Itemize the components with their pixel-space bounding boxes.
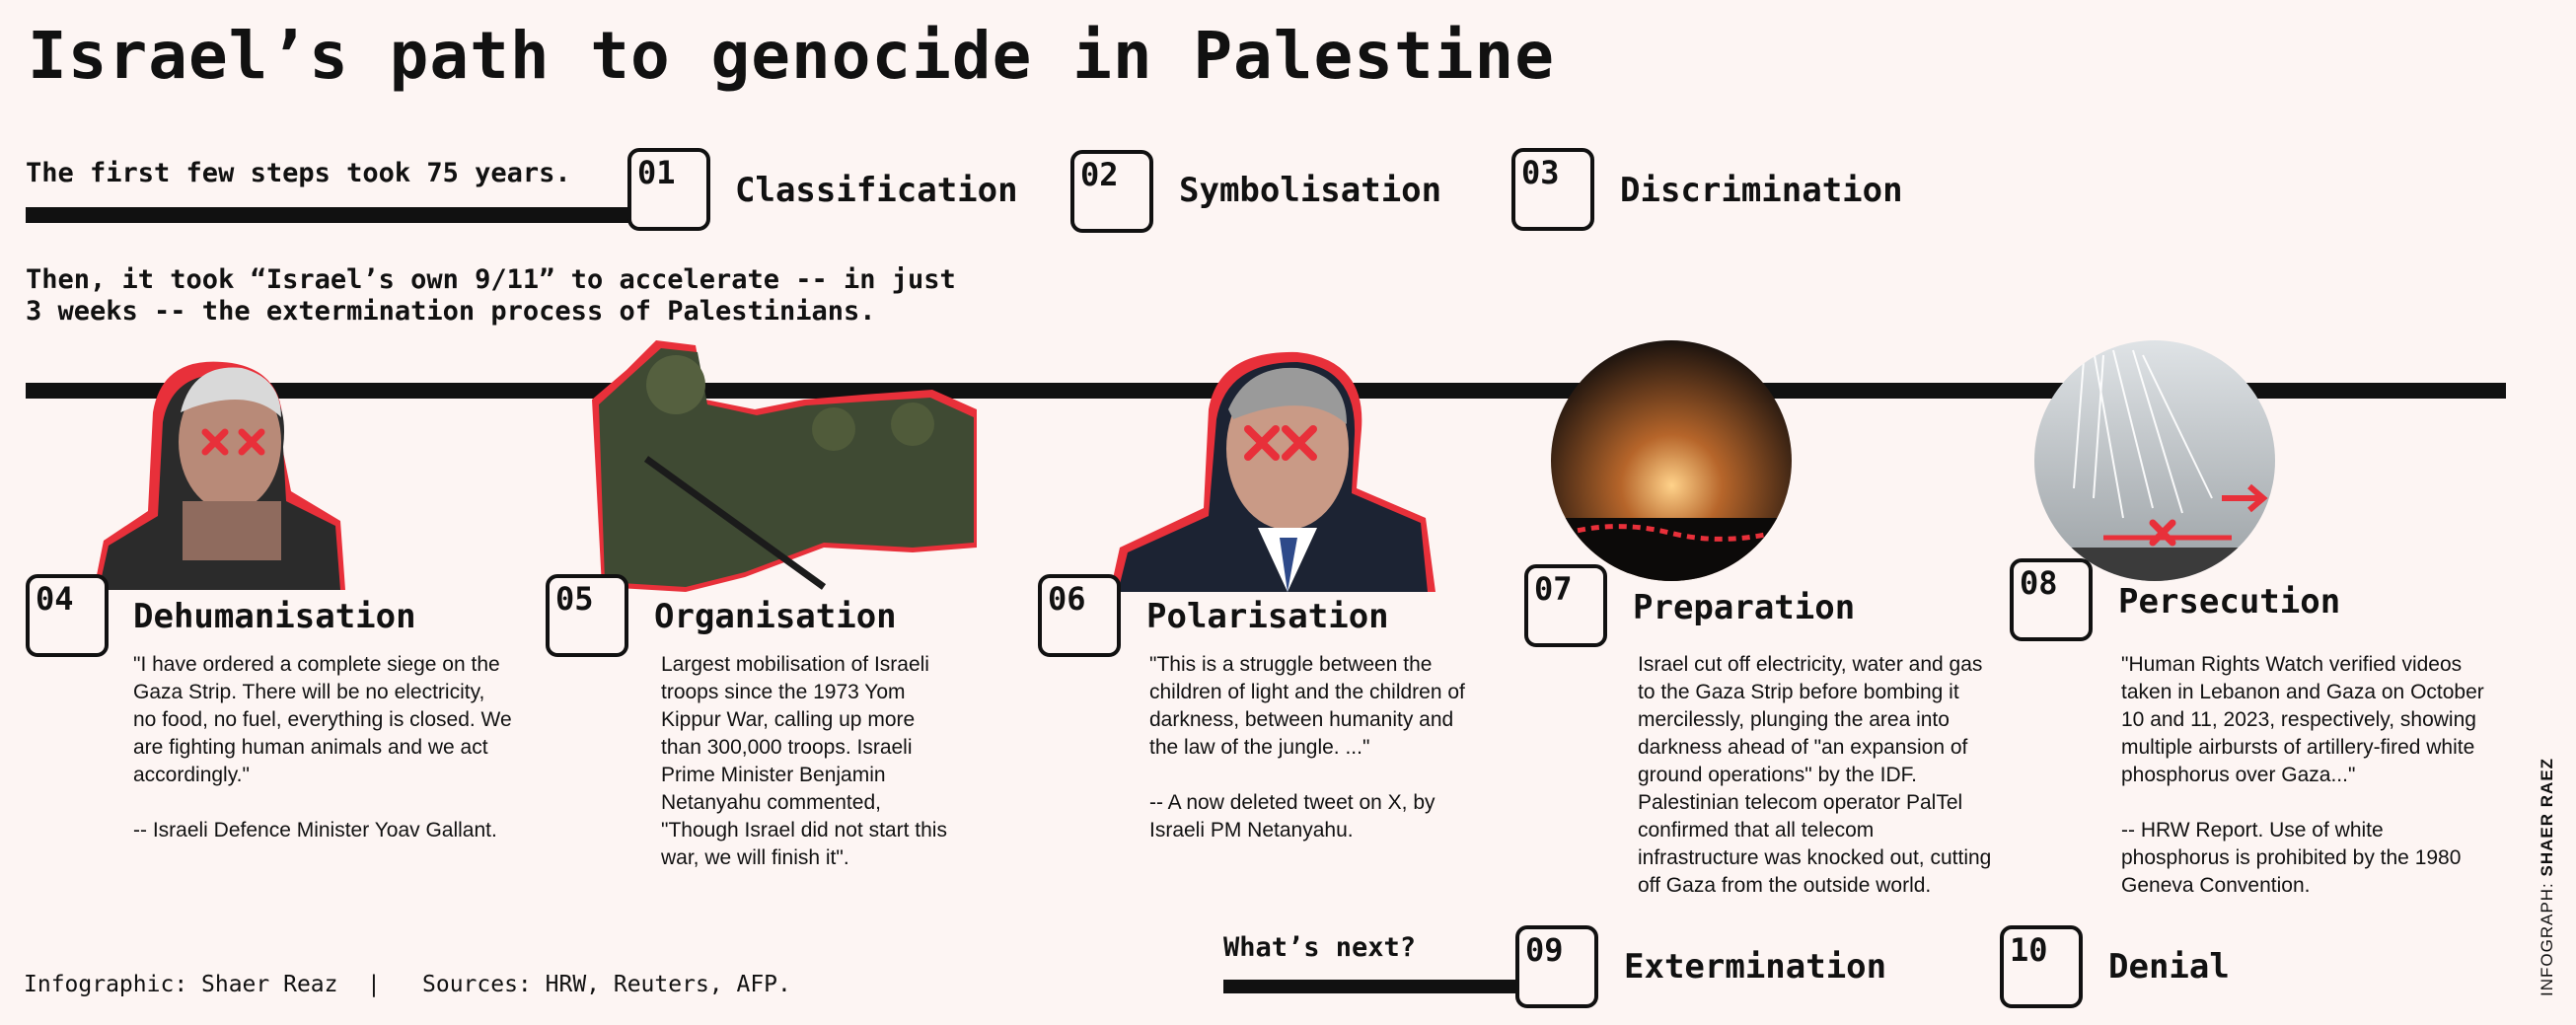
whats-next-underline bbox=[1223, 980, 1519, 993]
vertical-credit-name: SHAER RAEZ bbox=[2538, 757, 2556, 877]
stage-04-box bbox=[26, 574, 109, 657]
portrait-netanyahu-image bbox=[1110, 350, 1440, 592]
stage-08-box bbox=[2010, 558, 2093, 641]
stage-persecution: Persecution bbox=[2118, 582, 2341, 622]
step-number: 09 bbox=[1525, 931, 1564, 969]
step-denial: Denial bbox=[2108, 947, 2230, 987]
footer-credit: Infographic: Shaer Reaz bbox=[24, 972, 338, 997]
intro-then-line2: 3 weeks -- the extermination process of Palestinians. bbox=[26, 296, 876, 327]
white-phosphorus-image bbox=[2034, 340, 2276, 582]
step-10-box bbox=[2000, 925, 2083, 1008]
stage-04-text: "I have ordered a complete siege on the Gaza Strip. There will be no electricity, no food, no fuel, everything is closed. We are fighting human animals and we act accordingly." -- Israeli Defence Minister Yoav Gallant. bbox=[133, 653, 512, 842]
stage-08-text: "Human Rights Watch verified videos taken in Lebanon and Gaza on October 10 and 11, 2023, respectively, showing multiple airbursts of artillery-fired white phosphorus over Gaza..." -- HRW Report. Use of white phosphorus is prohibited by the 1980 Geneva Convention. bbox=[2121, 653, 2484, 897]
troops-image bbox=[587, 340, 982, 597]
intro-then-line1: Then, it took “Israel’s own 9/11” to accelerate -- in just bbox=[26, 264, 956, 295]
stage-05-text: Largest mobilisation of Israeli troops since the 1973 Yom Kippur War, calling up more than 300,000 troops. Israeli Prime Minister Benjamin Netanyahu commented, "Though Israel did not start this war, we will finish it". bbox=[661, 653, 947, 869]
stage-dehumanisation: Dehumanisation bbox=[133, 597, 416, 636]
portrait-gallant-image bbox=[94, 353, 350, 590]
step-01-box bbox=[627, 148, 710, 231]
stage-06-text: "This is a struggle between the children of light and the children of darkness, between humanity and the law of the jungle. ..." -- A now deleted tweet on X, by Israeli PM Netanyahu. bbox=[1149, 653, 1465, 842]
whats-next-label: What’s next? bbox=[1223, 932, 1417, 963]
step-09-box bbox=[1515, 925, 1598, 1008]
step-number: 02 bbox=[1080, 156, 1119, 193]
stage-number: 08 bbox=[2020, 564, 2058, 602]
stage-number: 04 bbox=[36, 580, 74, 618]
footer-sources: Sources: HRW, Reuters, AFP. bbox=[422, 972, 791, 997]
stage-number: 06 bbox=[1048, 580, 1086, 618]
stage-07-box bbox=[1524, 564, 1607, 647]
step-discrimination: Discrimination bbox=[1620, 171, 1903, 210]
step-number: 01 bbox=[637, 154, 676, 191]
stage-07-text: Israel cut off electricity, water and gas to the Gaza Strip before bombing it mercilessly, plunging the area into darkness ahead of "an expansion of ground operations" by the IDF. Palestinian telecom operator PalTel confirmed that all telecom infrastructure was knocked out, cutting off Gaza from the outside world. bbox=[1638, 653, 1992, 897]
vertical-credit-prefix: INFOGRAPH: bbox=[2538, 882, 2556, 996]
intro-first: The first few steps took 75 years. bbox=[26, 158, 571, 188]
stage-05-box bbox=[546, 574, 628, 657]
stage-number: 07 bbox=[1534, 570, 1573, 608]
step-classification: Classification bbox=[735, 171, 1018, 210]
stage-preparation: Preparation bbox=[1633, 588, 1856, 627]
stage-polarisation: Polarisation bbox=[1146, 597, 1389, 636]
step-number: 03 bbox=[1521, 154, 1560, 191]
step-02-box bbox=[1070, 150, 1153, 233]
step-number: 10 bbox=[2010, 931, 2048, 969]
stage-organisation: Organisation bbox=[654, 597, 897, 636]
intro-underline bbox=[26, 207, 632, 223]
stage-number: 05 bbox=[555, 580, 594, 618]
step-symbolisation: Symbolisation bbox=[1179, 171, 1442, 210]
vertical-credit bbox=[2538, 758, 2557, 996]
stage-06-box bbox=[1038, 574, 1121, 657]
gaza-bombing-image bbox=[1551, 340, 1793, 582]
page-title: Israel’s path to genocide in Palestine bbox=[28, 18, 1555, 94]
step-03-box bbox=[1511, 148, 1594, 231]
footer-separator: | bbox=[367, 972, 381, 997]
step-extermination: Extermination bbox=[1624, 947, 1887, 987]
